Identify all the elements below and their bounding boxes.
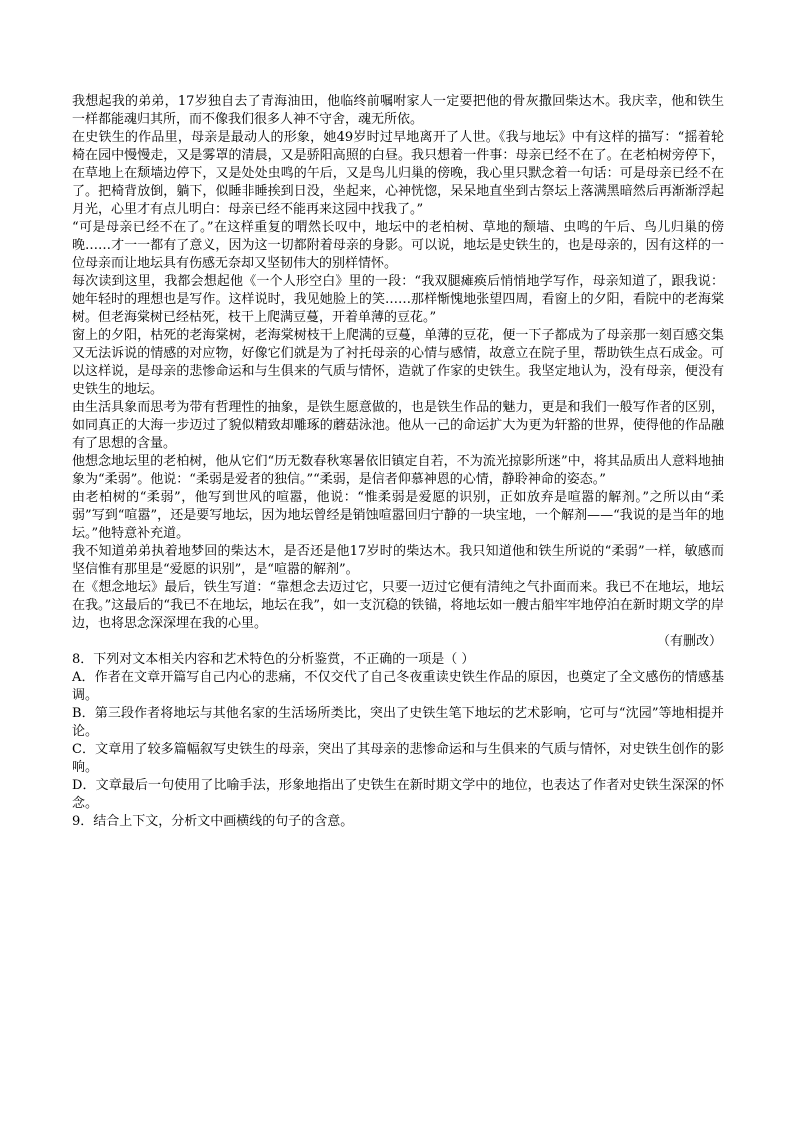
- paragraph-9: 我不知道弟弟执着地梦回的柴达木，是否还是他17岁时的柴达木。我只知道他和铁生所说的“柔弱”一样，敏感而坚信惟有那里是“爱愿的识别”，是“喧嚣的解剂”。: [72, 544, 724, 577]
- source-note: （有删改）: [656, 634, 722, 649]
- paragraph-8: 由老柏树的“柔弱”，他写到世风的喧嚣，他说：“惟柔弱是爱愿的识别，正如放弃是喧嚣的解剂。”之所以由“柔弱”写到“喧嚣”，还是要写地坛，因为地坛曾经是销蚀喧嚣回归宁静的一块宝地，一个解剂——“我说的是当年的地坛。”他特意补充道。: [72, 490, 724, 541]
- paragraph-3: “可是母亲已经不在了。”在这样重复的喟然长叹中，地坛中的老柏树、草地的颓墙、虫鸣的午后、鸟儿归巢的傍晚……才一一都有了意义，因为这一切都附着母亲的身影。可以说，地坛是史铁生的，也是母亲的，因有这样的一位母亲而让地坛具有伤感无奈却又坚韧伟大的别样情怀。: [72, 220, 724, 271]
- question-9-stem: 9．结合上下文，分析文中画横线的句子的含意。: [72, 814, 354, 829]
- paragraph-5: 窗上的夕阳，枯死的老海棠树，老海棠树枝干上爬满的豆蔓，单薄的豆花，便一下子都成为了母亲那一刻百感交集又无法诉说的情感的对应物，好像它们就是为了衬托母亲的心情与感情，故意立在院子里，帮助铁生点石成金。可以这样说，是母亲的悲惨命运和与生俱来的气质与情怀，造就了作家的史铁生。我坚定地认为，没有母亲，便没有史铁生的地坛。: [72, 328, 724, 397]
- question-8-option-a: A．作者在文章开篇写自己内心的悲痛，不仅交代了自己冬夜重读史铁生作品的原因，也奠定了全文感伤的情感基调。: [72, 670, 724, 703]
- document-page: [72, 93, 724, 831]
- paragraph-7: 他想念地坛里的老柏树，他从它们“历无数春秋寒暑依旧镇定自若，不为流光掠影所迷”中，将其品质出人意料地抽象为“柔弱”。他说：“柔弱是爱者的独信。”“柔弱，是信者仰慕神恩的心情，静聆神命的姿态。”: [72, 454, 724, 487]
- paragraph-4: 每次读到这里，我都会想起他《一个人形空白》里的一段：“我双腿瘫痪后悄悄地学写作，母亲知道了，跟我说：她年轻时的理想也是写作。这样说时，我见她脸上的笑……那样惭愧地张望四周，看窗上的夕阳，看院中的老海棠树。但老海棠树已经枯死，枝干上爬满豆蔓，开着单薄的豆花。”: [72, 274, 724, 325]
- paragraph-2: 在史铁生的作品里，母亲是最动人的形象，她49岁时过早地离开了人世。《我与地坛》中有这样的描写：“摇着轮椅在园中慢慢走，又是雾罩的清晨，又是骄阳高照的白昼。我只想着一件事：母亲已经不在了。在老柏树旁停下，在草地上在颓墙边停下，又是处处虫鸣的午后，又是鸟儿归巢的傍晚，我心里只默念着一句话：可是母亲已经不在了。把椅背放倒，躺下，似睡非睡挨到日没，坐起来，心神恍惚，呆呆地直坐到古祭坛上落满黑暗然后再渐渐浮起月光，心里才有点儿明白：母亲已经不能再来这园中找我了。”: [72, 130, 724, 217]
- paragraph-6: 由生活具象而思考为带有哲理性的抽象，是铁生愿意做的，也是铁生作品的魅力，更是和我们一般写作者的区别，如同真正的大海一步迈过了貌似精致却雕琢的蘑菇泳池。他从一己的命运扩大为更为轩豁的世界，使得他的作品融有了思想的含量。: [72, 400, 724, 451]
- question-8-stem: 8．下列对文本相关内容和艺术特色的分析鉴赏，不正确的一项是（ ）: [72, 652, 475, 667]
- question-8-option-d: D．文章最后一句使用了比喻手法，形象地指出了史铁生在新时期文学中的地位，也表达了作者对史铁生深深的怀念。: [72, 778, 724, 811]
- paragraph-10: 在《想念地坛》最后，铁生写道：“靠想念去迈过它，只要一迈过它便有清纯之气扑面而来。我已不在地坛，地坛在我。”这最后的“我已不在地坛，地坛在我”，如一支沉稳的铁锚，将地坛如一艘古船牢牢地停泊在新时期文学的岸边，也将思念深深埋在我的心里。: [72, 580, 724, 631]
- question-8-option-c: C．文章用了较多篇幅叙写史铁生的母亲，突出了其母亲的悲惨命运和与生俱来的气质与情怀，对史铁生创作的影响。: [72, 742, 724, 775]
- paragraph-1: 我想起我的弟弟，17岁独自去了青海油田，他临终前嘱咐家人一定要把他的骨灰撒回柴达木。我庆幸，他和铁生一样都能魂归其所，而不像我们很多人神不守舍，魂无所依。: [72, 94, 724, 127]
- question-8-option-b: B．第三段作者将地坛与其他名家的生活场所类比，突出了史铁生笔下地坛的艺术影响，它可与“沈园”等地相提并论。: [72, 706, 724, 739]
